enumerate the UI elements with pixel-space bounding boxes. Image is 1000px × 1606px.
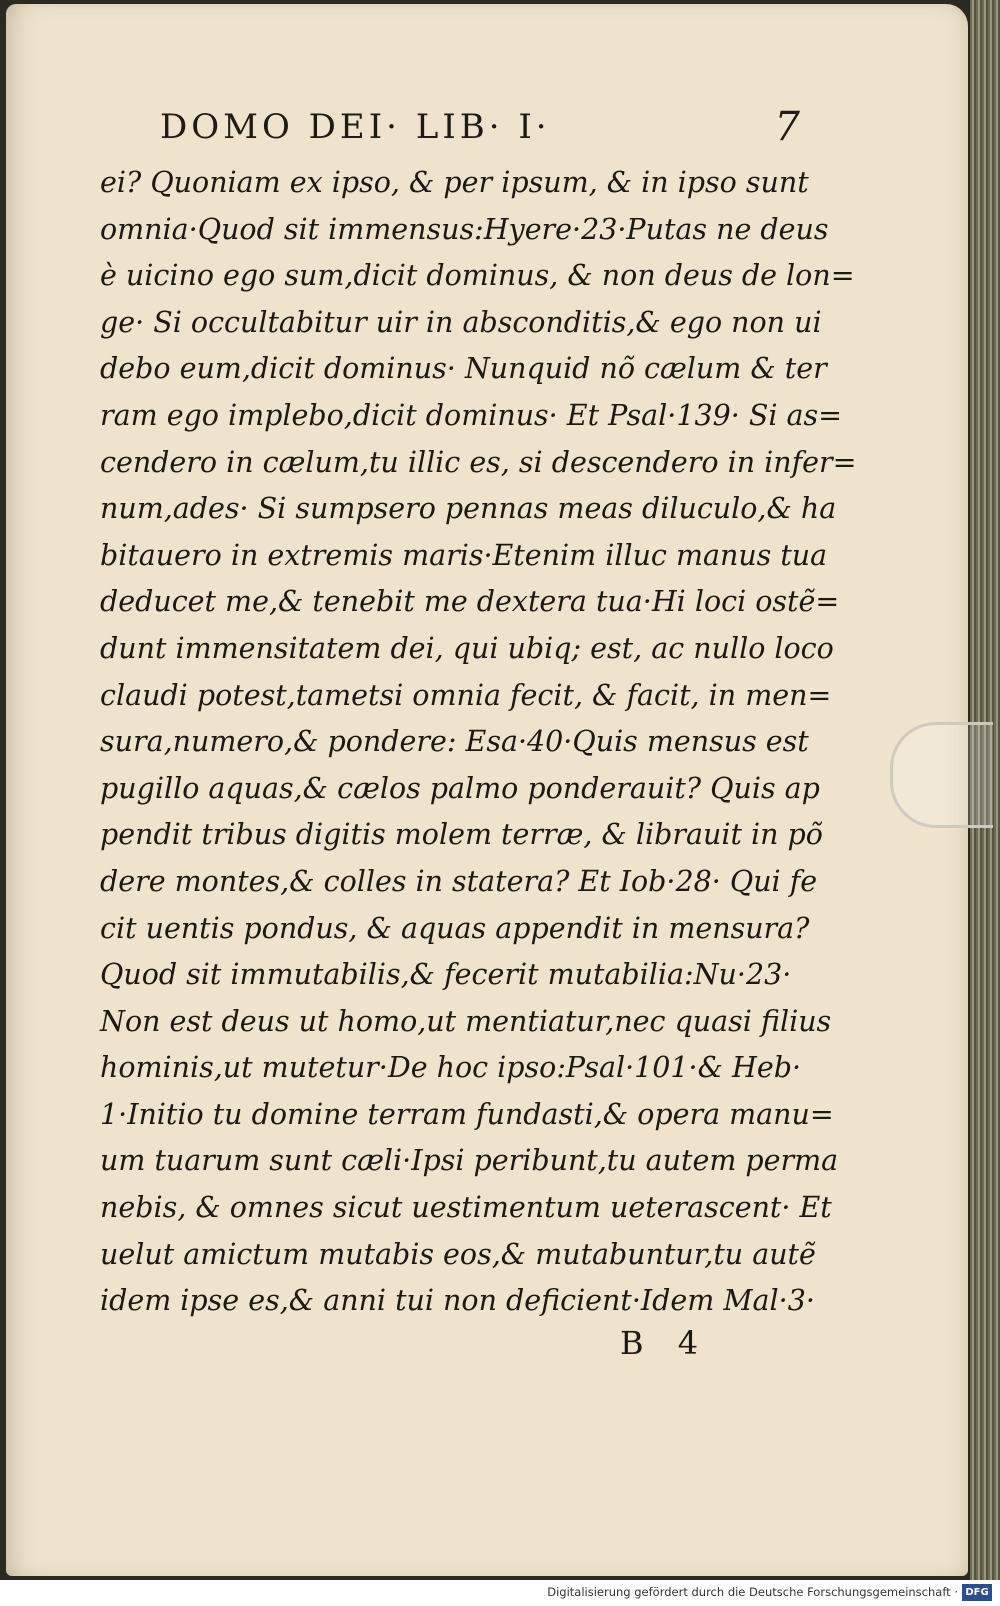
running-head-title: DOMO DEI· LIB· I·	[160, 107, 551, 147]
text-line: è uicino ego sum,dicit dominus, & non deus de lon=	[100, 259, 855, 293]
body-text	[100, 160, 857, 1325]
text-line: Non est deus ut homo,ut mentiatur,nec quasi filius	[100, 1004, 832, 1038]
footer-bar	[0, 1580, 1000, 1606]
dfg-logo: DFG	[962, 1584, 992, 1601]
text-line: Quod sit immutabilis,& fecerit mutabilia:Nu·23·	[100, 958, 792, 992]
text-line: deducet me,& tenebit me dextera tua·Hi loci ostẽ=	[100, 585, 840, 619]
text-line: nebis, & omnes sicut uestimentum ueterascent· Et	[100, 1191, 832, 1225]
text-line: hominis,ut mutetur·De hoc ipso:Psal·101·& Heb·	[100, 1051, 802, 1085]
text-line: uelut amictum mutabis eos,& mutabuntur,tu autẽ	[100, 1237, 816, 1271]
signature-mark: B 4	[620, 1324, 711, 1362]
text-line: idem ipse es,& anni tui non deficient·Idem Mal·3·	[100, 1284, 815, 1318]
text-line: pendit tribus digitis molem terræ, & librauit in põ	[100, 818, 823, 852]
text-line: dunt immensitatem dei, qui ubiq; est, ac nullo loco	[100, 631, 834, 665]
text-line: claudi potest,tametsi omnia fecit, & facit, in men=	[100, 678, 832, 712]
text-line: ram ego implebo,dicit dominus· Et Psal·139· Si as=	[100, 398, 843, 432]
text-line: sura,numero,& pondere: Esa·40·Quis mensus est	[100, 725, 809, 759]
text-line: ei? Quoniam ex ipso, & per ipsum, & in ipso sunt	[100, 166, 809, 199]
funding-credit: Digitalisierung gefördert durch die Deutsche Forschungsgemeinschaft ·	[547, 1585, 958, 1599]
text-line: bitauero in extremis maris·Etenim illuc manus tua	[100, 538, 828, 572]
text-line: 1·Initio tu domine terram fundasti,& opera manu=	[100, 1097, 834, 1131]
text-line: omnia·Quod sit immensus:Hyere·23·Putas ne deus	[100, 212, 829, 246]
text-line: ge· Si occultabitur uir in absconditis,& ego non ui	[100, 305, 822, 339]
running-head	[160, 104, 800, 150]
text-line: pugillo aquas,& cælos palmo ponderauit? Quis ap	[100, 771, 820, 805]
page-number: 7	[774, 104, 800, 150]
text-line: num,ades· Si sumpsero pennas meas diluculo,& ha	[100, 492, 837, 526]
text-line: cendero in cælum,tu illic es, si descendero in infer=	[100, 445, 857, 479]
page-clip	[890, 722, 993, 828]
text-line: cit uentis pondus, & aquas appendit in mensura?	[100, 911, 810, 945]
text-line: dere montes,& colles in statera? Et Iob·28· Qui fe	[100, 864, 818, 898]
text-line: debo eum,dicit dominus· Nunquid nõ cælum & ter	[100, 352, 827, 386]
text-line: um tuarum sunt cæli·Ipsi peribunt,tu autem perma	[100, 1144, 839, 1178]
